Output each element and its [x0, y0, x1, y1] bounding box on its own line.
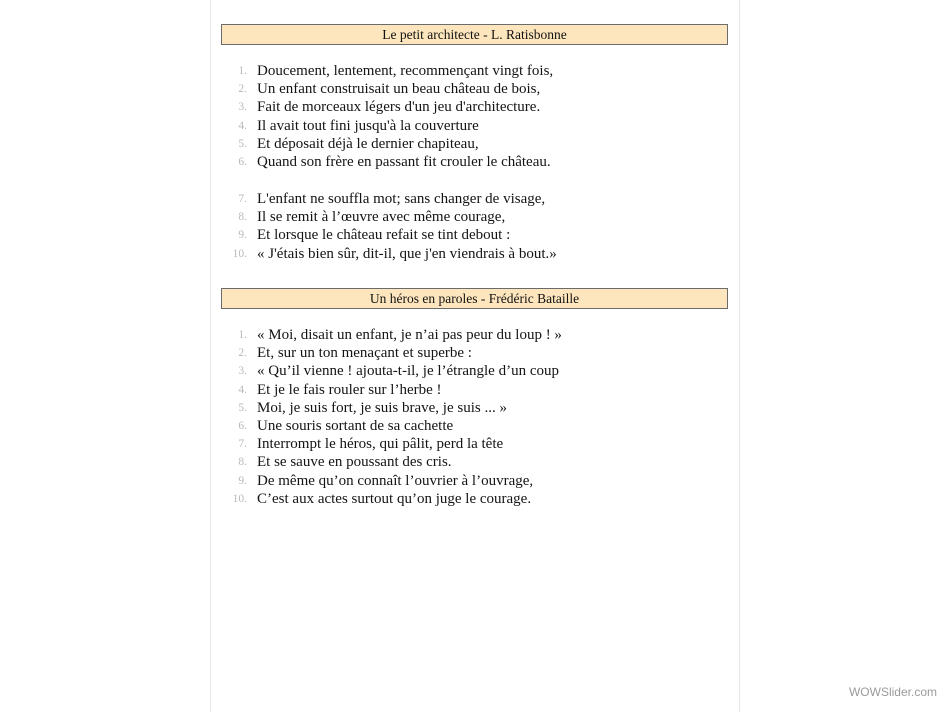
- poem2-lines: [221, 326, 721, 508]
- line-text: Et lorsque le château refait se tint debout :: [257, 227, 511, 244]
- poem-line: [221, 399, 721, 417]
- line-number: 9.: [238, 474, 247, 487]
- line-number: 3.: [238, 365, 247, 378]
- poem2-title: Un héros en paroles - Frédéric Bataille: [221, 288, 728, 309]
- line-text: « Qu’il vienne ! ajouta-t-il, je l’étrangle d’un coup: [257, 363, 559, 380]
- line-text: Un enfant construisait un beau château de bois,: [257, 81, 541, 98]
- line-number: 7.: [238, 193, 247, 205]
- line-text: Moi, je suis fort, je suis brave, je suis ... »: [257, 399, 507, 416]
- poem1-title: Le petit architecte - L. Ratisbonne: [221, 24, 728, 45]
- line-number: 2.: [238, 347, 247, 360]
- line-number: 5.: [238, 137, 247, 150]
- poem-line: [221, 245, 721, 263]
- line-text: Et se sauve en poussant des cris.: [257, 454, 452, 471]
- line-text: Et je le fais rouler sur l’herbe !: [257, 381, 442, 398]
- poem-line: [221, 98, 721, 116]
- line-number: 1.: [238, 329, 247, 341]
- line-text: Quand son frère en passant fit crouler le château.: [257, 153, 551, 170]
- line-number: 7.: [238, 438, 247, 451]
- line-text: Et, sur un ton menaçant et superbe :: [257, 345, 472, 362]
- line-text: Et déposait déjà le dernier chapiteau,: [257, 135, 479, 152]
- poem-line: [221, 326, 721, 344]
- line-number: 1.: [238, 65, 247, 77]
- line-text: Il avait tout fini jusqu'à la couverture: [257, 117, 479, 134]
- line-text: Une souris sortant de sa cachette: [257, 417, 454, 434]
- poem-line: [221, 362, 721, 380]
- line-text: « Moi, disait un enfant, je n’ai pas peur du loup ! »: [257, 327, 562, 343]
- line-number: 6.: [238, 155, 247, 168]
- poem1-stanza1: [221, 62, 721, 171]
- line-number: 4.: [238, 119, 247, 132]
- line-number: 4.: [238, 383, 247, 396]
- poem-line: [221, 490, 721, 508]
- poem-line: [221, 80, 721, 98]
- line-text: De même qu’on connaît l’ouvrier à l’ouvrage,: [257, 472, 534, 489]
- poem-line: [221, 190, 721, 208]
- line-text: Il se remit à l’œuvre avec même courage,: [257, 209, 506, 226]
- poem1-stanza2: [221, 190, 721, 263]
- line-number: 10.: [232, 247, 247, 260]
- line-number: 3.: [238, 101, 247, 114]
- watermark: WOWSlider.com: [848, 685, 937, 699]
- poem-line: [221, 153, 721, 171]
- line-number: 2.: [238, 83, 247, 96]
- poem-line: [221, 117, 721, 135]
- line-number: 10.: [232, 492, 247, 505]
- poem-line: [221, 435, 721, 453]
- poem-line: [221, 208, 721, 226]
- line-number: 8.: [238, 456, 247, 469]
- line-text: C’est aux actes surtout qu’on juge le courage.: [257, 490, 532, 507]
- line-number: 9.: [238, 229, 247, 242]
- line-text: « J'étais bien sûr, dit-il, que j'en viendrais à bout.»: [257, 245, 557, 262]
- line-text: L'enfant ne souffla mot; sans changer de visage,: [257, 191, 546, 207]
- line-text: Doucement, lentement, recommençant vingt fois,: [257, 63, 554, 79]
- document-page: [210, 0, 740, 712]
- poem-line: [221, 62, 721, 80]
- line-number: 6.: [238, 419, 247, 432]
- line-number: 5.: [238, 401, 247, 414]
- poem-line: [221, 417, 721, 435]
- poem-line: [221, 344, 721, 362]
- poem-line: [221, 453, 721, 471]
- poem-line: [221, 472, 721, 490]
- line-text: Interrompt le héros, qui pâlit, perd la tête: [257, 436, 504, 453]
- line-number: 8.: [238, 211, 247, 224]
- poem-line: [221, 226, 721, 244]
- poem-line: [221, 381, 721, 399]
- line-text: Fait de morceaux légers d'un jeu d'architecture.: [257, 99, 541, 116]
- poem-line: [221, 135, 721, 153]
